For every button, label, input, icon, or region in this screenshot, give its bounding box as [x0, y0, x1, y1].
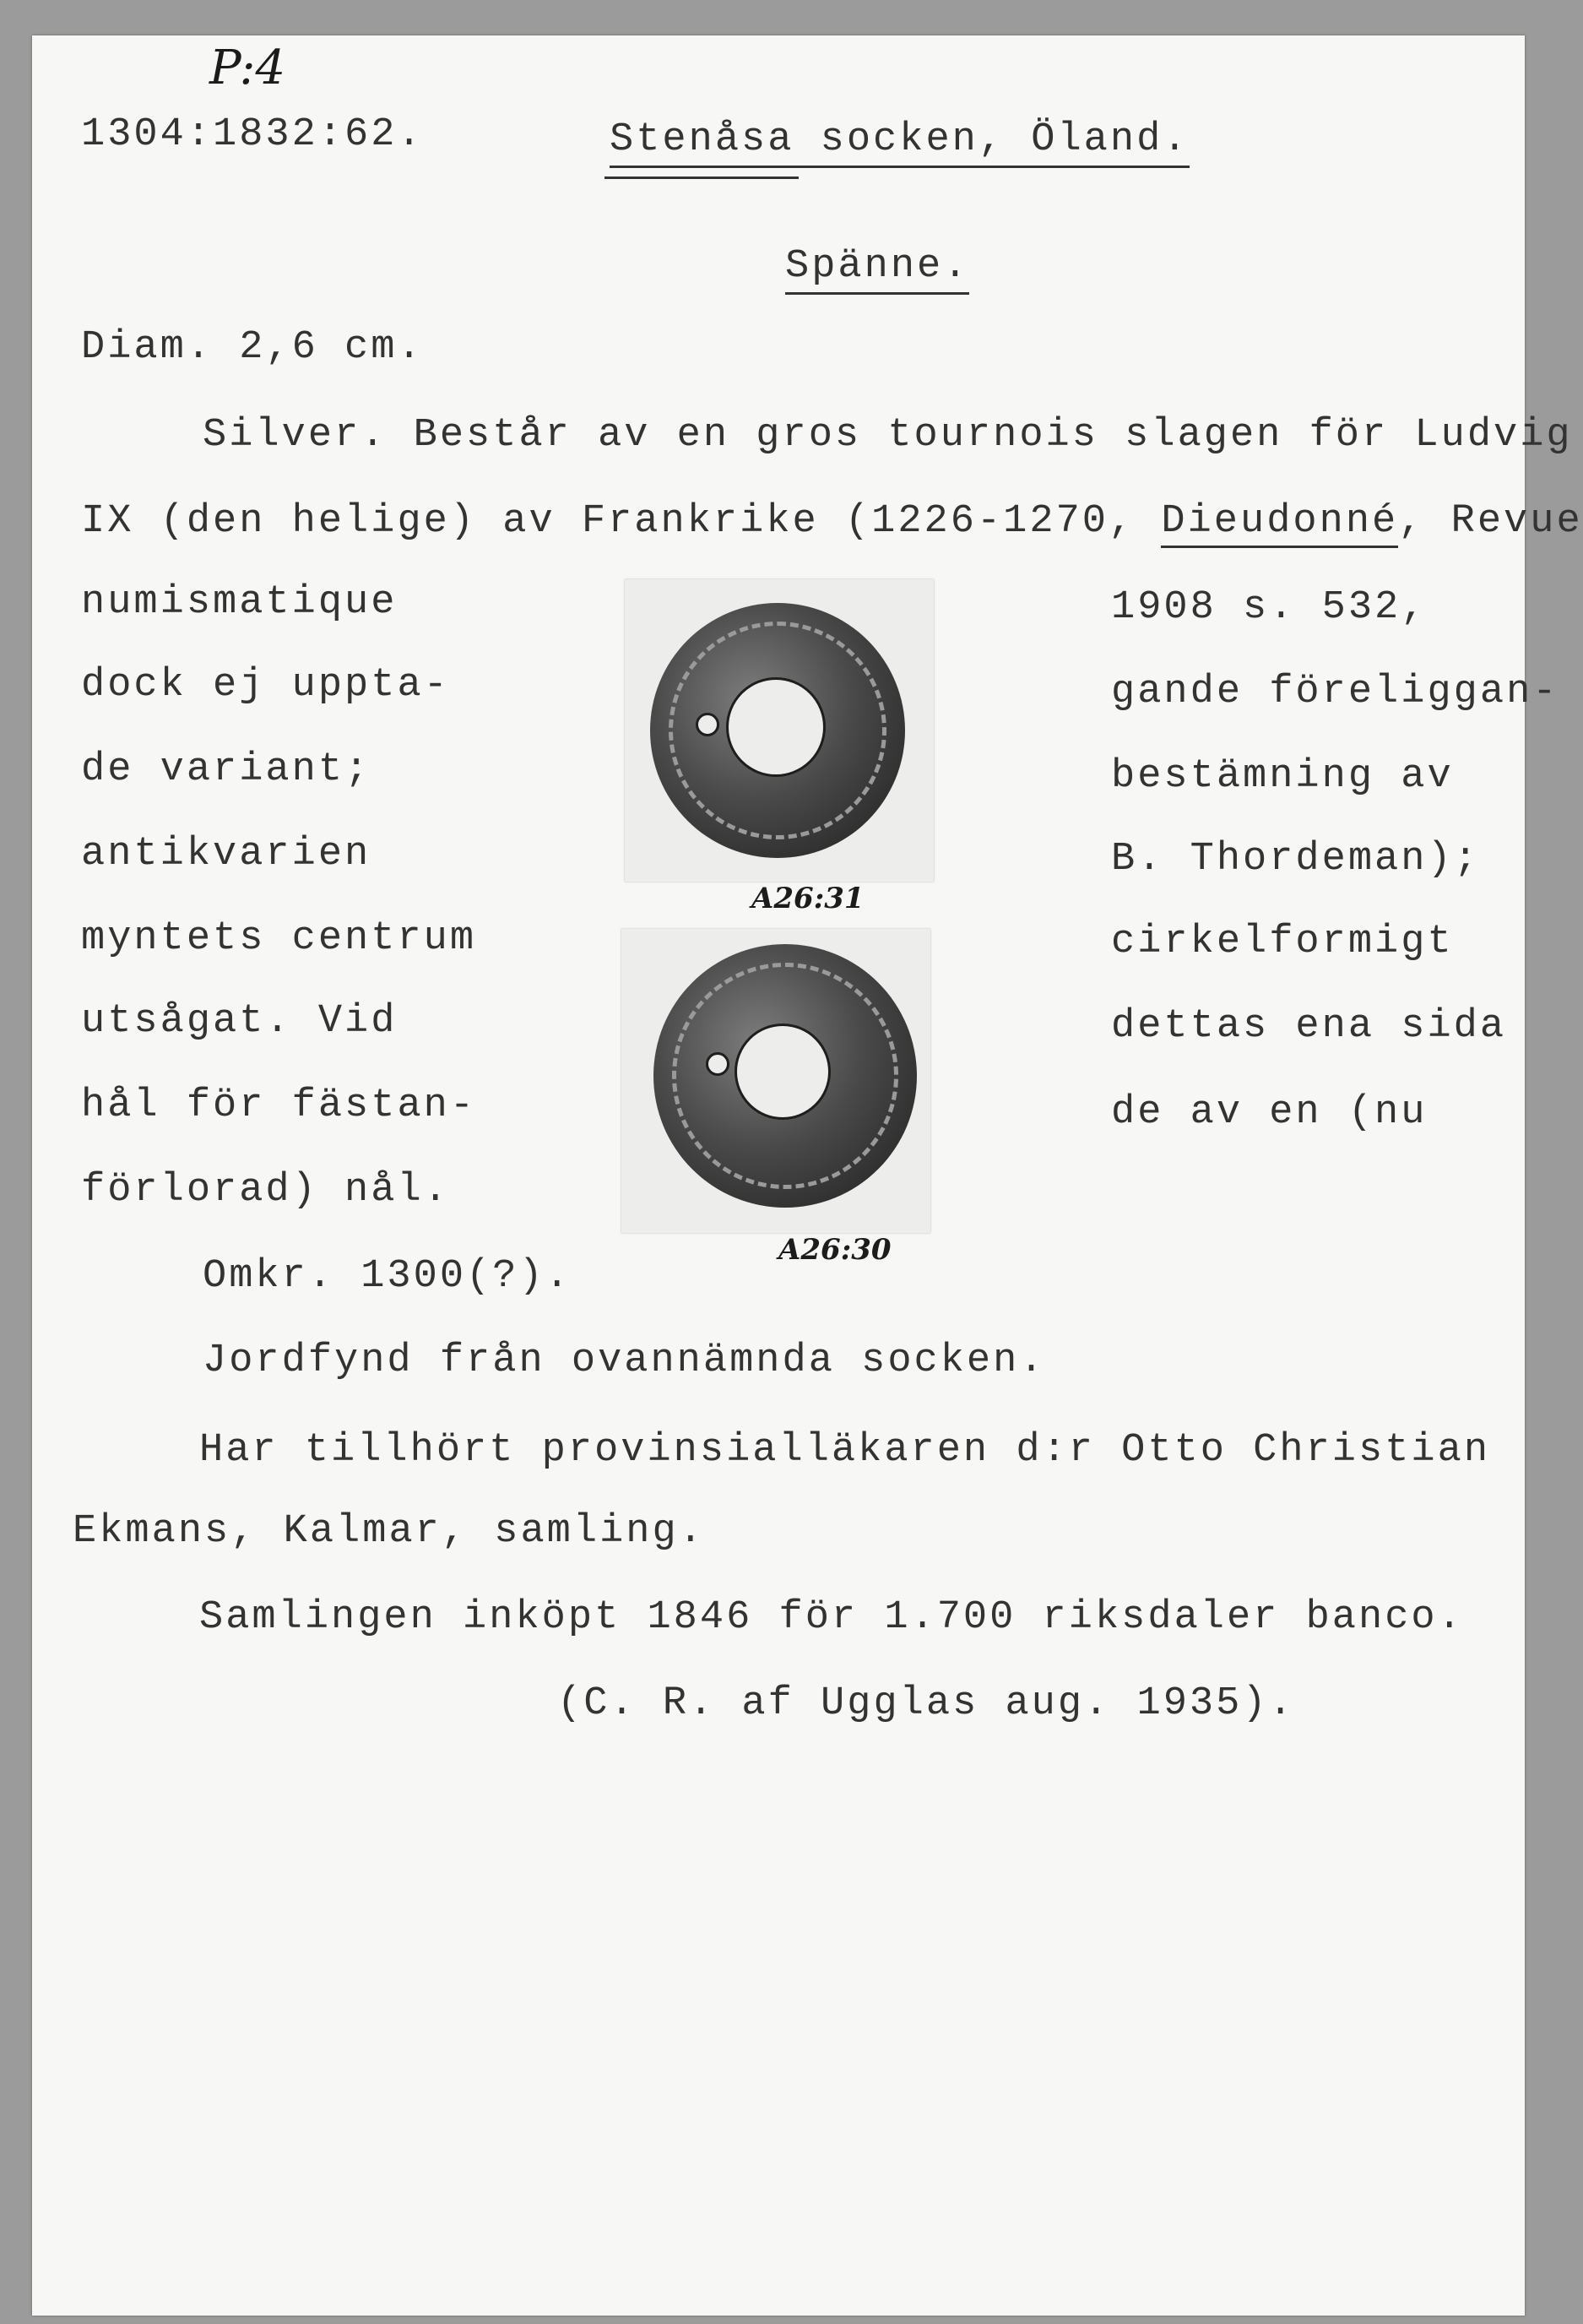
- right-line-4: B. Thordeman);: [1111, 837, 1480, 882]
- right-line-2: gande föreliggan-: [1111, 670, 1559, 714]
- right-line-5: cirkelformigt: [1111, 920, 1454, 964]
- object-title: Spänne.: [785, 243, 969, 295]
- left-line-2: dock ej uppta-: [81, 663, 450, 708]
- left-line-1: numismatique: [81, 580, 398, 625]
- left-line-7: hål för fästan-: [81, 1083, 477, 1128]
- photo-label-top: A26:31: [751, 882, 865, 915]
- body-line-2: [81, 498, 1583, 546]
- coin-center-hole-top: [726, 677, 826, 777]
- catalog-number: 1304:1832:62.: [81, 112, 424, 157]
- right-line-6: dettas ena sida: [1111, 1004, 1507, 1049]
- location-heading: Stenåsa socken, Öland.: [610, 117, 1190, 168]
- photo-label-bottom: A26:30: [778, 1233, 892, 1267]
- find-line: Jordfynd från ovannämnda socken.: [203, 1338, 1046, 1383]
- provenance-line-2: Ekmans, Kalmar, samling.: [73, 1509, 705, 1554]
- right-line-7: de av en (nu: [1111, 1090, 1428, 1135]
- coin-pin-hole-top: [696, 713, 719, 736]
- right-line-3: bestämning av: [1111, 754, 1454, 799]
- body-line-2-end: , Revue: [1398, 499, 1583, 544]
- left-line-5: myntets centrum: [81, 916, 477, 961]
- right-line-1: 1908 s. 532,: [1111, 585, 1428, 630]
- dating-line: Omkr. 1300(?).: [203, 1254, 572, 1299]
- coin-photo-bottom: [621, 929, 930, 1233]
- coin-center-hole-bottom: [735, 1024, 831, 1120]
- left-line-3: de variant;: [81, 747, 371, 792]
- location-underline-extra: [604, 176, 799, 179]
- reference-author: Dieudonné: [1161, 499, 1398, 548]
- body-line-1: Silver. Består av en gros tournois slagen för Ludvig: [203, 413, 1573, 458]
- coin-photo-top: [625, 579, 934, 882]
- handwritten-mark: P:4: [209, 41, 286, 95]
- signature-line: (C. R. af Ugglas aug. 1935).: [557, 1681, 1295, 1726]
- body-line-2-start: IX (den helige) av Frankrike (1226-1270,: [81, 499, 1162, 544]
- coin-pin-hole-bottom: [706, 1052, 729, 1076]
- left-line-4: antikvarien: [81, 832, 371, 877]
- diameter-line: Diam. 2,6 cm.: [81, 325, 424, 370]
- left-line-6: utsågat. Vid: [81, 999, 398, 1044]
- left-line-8: förlorad) nål.: [81, 1168, 450, 1213]
- provenance-line-1: Har tillhört provinsialläkaren d:r Otto Christian: [199, 1428, 1491, 1473]
- purchase-line: Samlingen inköpt 1846 för 1.700 riksdaler banco.: [199, 1595, 1464, 1640]
